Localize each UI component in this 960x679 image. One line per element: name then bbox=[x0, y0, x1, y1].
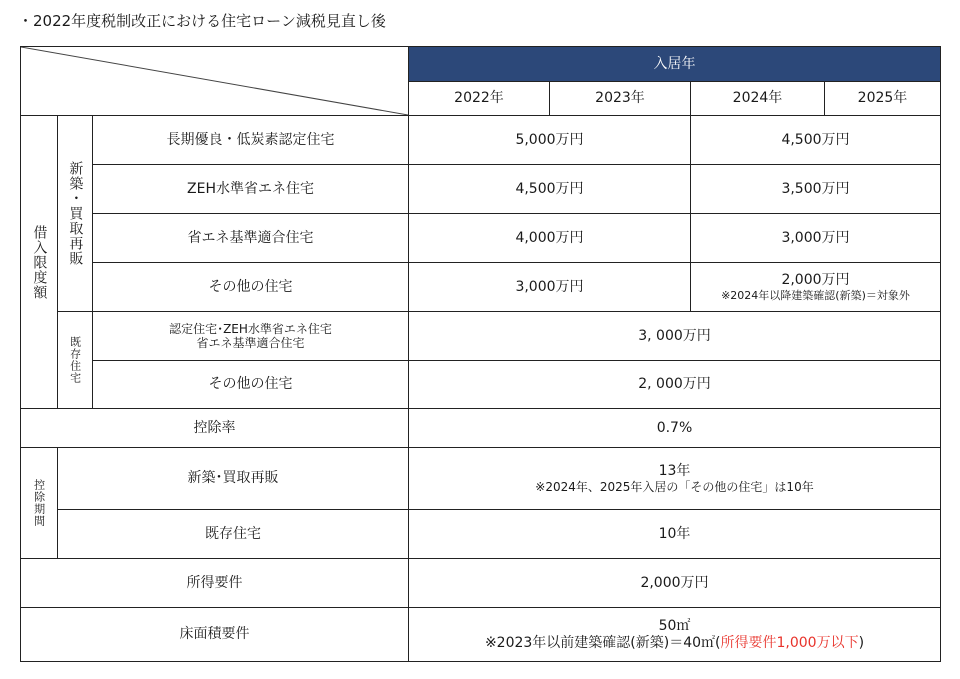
value-energy-2223: 4,000万円 bbox=[408, 213, 691, 263]
corner-cell bbox=[20, 46, 409, 116]
row-label-other: その他の住宅 bbox=[92, 262, 409, 312]
row-label-floor: 床面積要件 bbox=[20, 607, 409, 662]
row-label-certified-existing: 認定住宅･ZEH水準省エネ住宅 省エネ基準適合住宅 bbox=[92, 311, 409, 361]
borrow-limit-label: 借入限度額 bbox=[20, 115, 58, 409]
value-period-new-note: ※2024年、2025年入居の「その他の住宅」は10年 bbox=[535, 479, 814, 494]
row-label-period-new: 新築･買取再販 bbox=[57, 447, 409, 510]
value-floor bbox=[408, 607, 941, 662]
value-income: 2,000万円 bbox=[408, 558, 941, 608]
value-zeh-2223: 4,500万円 bbox=[408, 164, 691, 214]
row-label-other-existing: その他の住宅 bbox=[92, 360, 409, 409]
value-long-term-2425: 4,500万円 bbox=[690, 115, 941, 165]
header-year-2023: 2023年 bbox=[549, 81, 691, 116]
row-label-zeh: ZEH水準省エネ住宅 bbox=[92, 164, 409, 214]
value-certified-existing: 3, 000万円 bbox=[408, 311, 941, 361]
value-other-2425-amount: 2,000万円 bbox=[781, 272, 850, 288]
header-residence-year: 入居年 bbox=[408, 46, 941, 82]
value-other-existing: 2, 000万円 bbox=[408, 360, 941, 409]
new-build-label: 新築・買取再販 bbox=[57, 115, 93, 312]
value-other-2425-note: ※2024年以降建築確認(新築)＝対象外 bbox=[721, 288, 910, 302]
row-label-income: 所得要件 bbox=[20, 558, 409, 608]
tax-reduction-table bbox=[20, 46, 941, 662]
value-floor-note-red: 所得要件1,000万以下 bbox=[720, 634, 859, 651]
value-other-2223: 3,000万円 bbox=[408, 262, 691, 312]
value-floor-area: 50㎡ bbox=[658, 617, 691, 634]
header-year-2022: 2022年 bbox=[408, 81, 550, 116]
diagonal-line bbox=[21, 47, 408, 115]
page-title: ・2022年度税制改正における住宅ローン減税見直し後 bbox=[18, 12, 386, 30]
deduction-period-label: 控除期間 bbox=[20, 447, 58, 559]
row-label-period-existing: 既存住宅 bbox=[57, 509, 409, 559]
value-long-term-2223: 5,000万円 bbox=[408, 115, 691, 165]
row-label-energy: 省エネ基準適合住宅 bbox=[92, 213, 409, 263]
existing-label: 既存住宅 bbox=[57, 311, 93, 409]
header-year-2024: 2024年 bbox=[690, 81, 825, 116]
value-other-2425 bbox=[690, 262, 941, 312]
value-zeh-2425: 3,500万円 bbox=[690, 164, 941, 214]
value-floor-note: ※2023年以前建築確認(新築)＝40㎡(所得要件1,000万以下) bbox=[484, 634, 865, 651]
value-energy-2425: 3,000万円 bbox=[690, 213, 941, 263]
row-label-deduction-rate: 控除率 bbox=[20, 408, 409, 448]
value-period-new-years: 13年 bbox=[658, 462, 691, 479]
value-deduction-rate: 0.7% bbox=[408, 408, 941, 448]
value-period-existing: 10年 bbox=[408, 509, 941, 559]
row-label-long-term: 長期優良・低炭素認定住宅 bbox=[92, 115, 409, 165]
header-year-2025: 2025年 bbox=[824, 81, 941, 116]
value-period-new bbox=[408, 447, 941, 510]
